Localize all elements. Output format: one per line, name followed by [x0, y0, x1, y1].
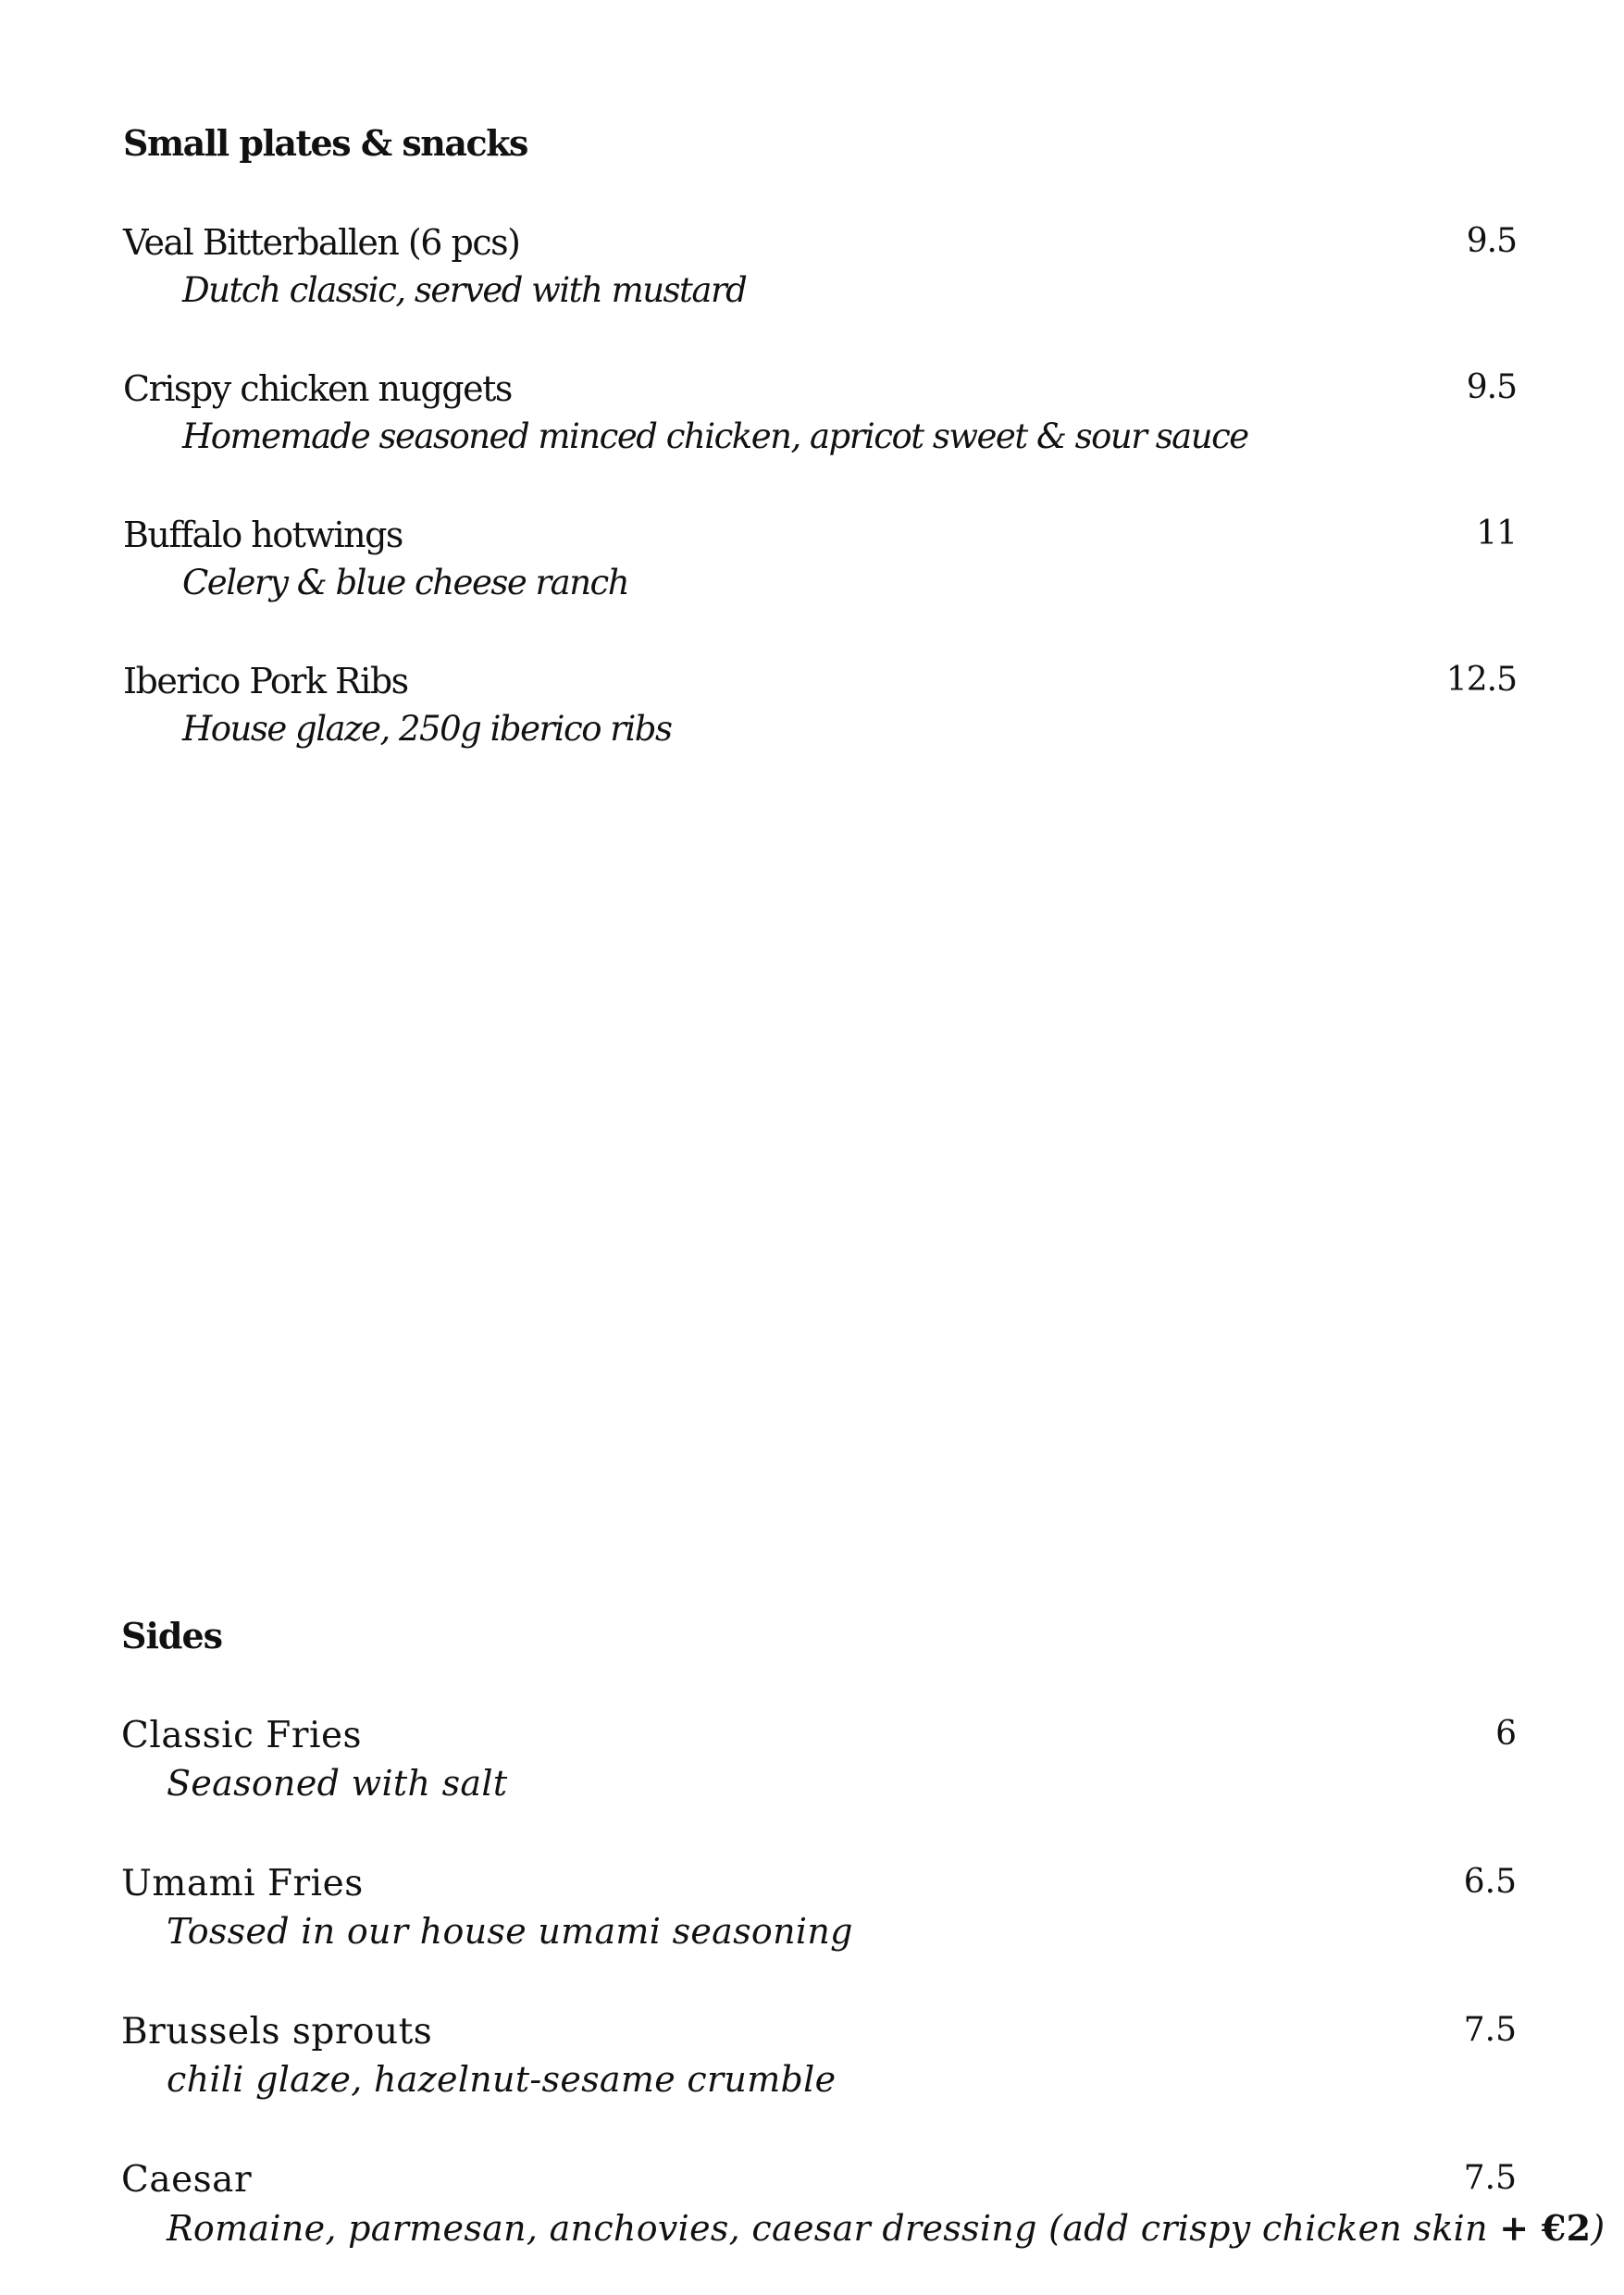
menu-item — [0, 2159, 1624, 2270]
addon-price: + €2 — [1499, 2207, 1592, 2249]
item-description: chili glaze, hazelnut-sesame crumble — [167, 2059, 837, 2100]
menu-item — [0, 368, 1624, 479]
item-description — [167, 2207, 1605, 2249]
item-description: Homemade seasoned minced chicken, apricot sweet & sour sauce — [182, 416, 1248, 456]
item-name: Classic Fries — [121, 1715, 363, 1756]
menu-item — [0, 661, 1624, 772]
item-name: Veal Bitterballen (6 pcs) — [123, 222, 520, 263]
menu-item — [0, 1863, 1624, 1974]
item-description: Celery & blue cheese ranch — [182, 563, 629, 602]
item-price: 6 — [1495, 1715, 1517, 1753]
item-description: Seasoned with salt — [167, 1763, 508, 1804]
item-price: 11 — [1476, 515, 1517, 552]
item-name: Umami Fries — [121, 1863, 364, 1904]
item-description: House glaze, 250g iberico ribs — [182, 709, 672, 749]
item-description: Dutch classic, served with mustard — [182, 270, 747, 310]
description-end: ) — [1591, 2208, 1605, 2249]
menu-item — [0, 515, 1624, 626]
item-price: 9.5 — [1466, 368, 1517, 406]
section-title: Sides — [121, 1615, 223, 1656]
item-name: Buffalo hotwings — [123, 515, 403, 555]
description-text: Romaine, parmesan, anchovies, caesar dressing (add crispy chicken skin — [167, 2208, 1500, 2249]
menu-item — [0, 2011, 1624, 2122]
section-title: Small plates & snacks — [123, 122, 527, 164]
item-name: Brussels sprouts — [121, 2011, 433, 2053]
item-name: Crispy chicken nuggets — [123, 368, 512, 409]
menu-item — [0, 222, 1624, 333]
item-price: 6.5 — [1463, 1863, 1517, 1901]
item-price: 7.5 — [1463, 2011, 1517, 2049]
item-description: Tossed in our house umami seasoning — [167, 1911, 853, 1952]
item-price: 12.5 — [1445, 661, 1517, 699]
menu-item — [0, 1715, 1624, 1826]
item-name: Iberico Pork Ribs — [123, 661, 408, 701]
item-price: 7.5 — [1463, 2159, 1517, 2197]
item-price: 9.5 — [1466, 222, 1517, 260]
item-name: Caesar — [121, 2159, 253, 2201]
